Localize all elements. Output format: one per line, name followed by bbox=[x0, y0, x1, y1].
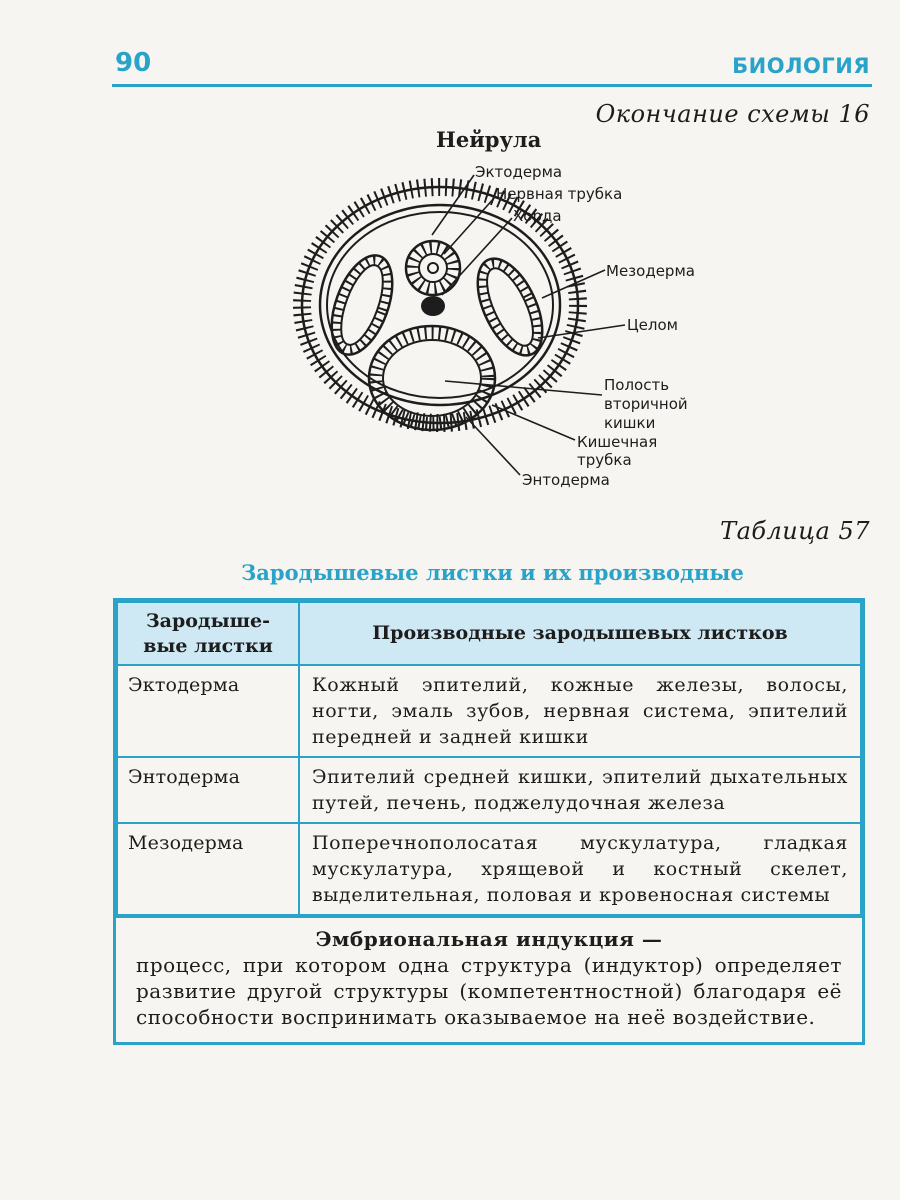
header-germ-layers-line1: Зародыше- bbox=[145, 610, 271, 632]
cell-derivatives: Кожный эпителий, кожные железы, волосы, ногти, эмаль зубов, нервная система, эпителий передней и задней кишки bbox=[299, 665, 861, 757]
label-gut-cavity-3: кишки bbox=[604, 414, 656, 432]
table-row bbox=[117, 757, 861, 823]
label-gut-tube-1: Кишечная bbox=[577, 433, 658, 451]
header-germ-layers-line2: вые листки bbox=[143, 634, 273, 657]
table-row bbox=[117, 823, 861, 915]
label-neural-tube: Нервная трубка bbox=[496, 185, 623, 203]
gut-tube bbox=[369, 326, 495, 430]
table-header-row bbox=[117, 602, 861, 665]
scheme-note: Окончание схемы 16 bbox=[595, 100, 870, 128]
cell-layer: Эктодерма bbox=[117, 665, 299, 757]
label-notochord: Хорда bbox=[513, 207, 562, 225]
germ-layers-table bbox=[113, 598, 865, 1045]
header-rule bbox=[112, 84, 872, 87]
neural-tube bbox=[406, 241, 460, 295]
table-number: Таблица 57 bbox=[720, 517, 870, 545]
label-gut-cavity-2: вторичной bbox=[604, 395, 688, 413]
table-row bbox=[117, 665, 861, 757]
label-gut-tube-2: трубка bbox=[577, 451, 632, 469]
cell-derivatives: Поперечнополосатая мускулатура, гладкая мускулатура, хрящевой и костный скелет, выделительная, половая и кровеносная системы bbox=[299, 823, 861, 915]
neurula-diagram bbox=[280, 155, 700, 495]
left-coelom bbox=[320, 247, 404, 363]
definition-box bbox=[116, 916, 862, 1042]
definition-term: Эмбриональная индукция — bbox=[315, 927, 663, 952]
diagram-title: Нейрула bbox=[436, 127, 542, 152]
header-germ-layers bbox=[117, 602, 299, 665]
page-number: 90 bbox=[115, 48, 152, 78]
label-coelom: Целом bbox=[627, 316, 678, 334]
cell-derivatives: Эпителий средней кишки, эпителий дыхательных путей, печень, поджелудочная железа bbox=[299, 757, 861, 823]
table-title: Зародышевые листки и их производные bbox=[241, 560, 744, 585]
cell-layer: Энтодерма bbox=[117, 757, 299, 823]
definition-text: процесс, при котором одна структура (индуктор) определяет развитие другой структуры (компетентностной) благодаря её способности воспринимать оказываемое на неё воздействие. bbox=[136, 953, 842, 1030]
label-endoderm: Энтодерма bbox=[522, 471, 610, 489]
cell-layer: Мезодерма bbox=[117, 823, 299, 915]
label-gut-cavity-1: Полость bbox=[604, 376, 670, 394]
label-mesoderm: Мезодерма bbox=[606, 262, 695, 280]
notochord bbox=[421, 296, 445, 316]
subject-title: БИОЛОГИЯ bbox=[732, 54, 870, 78]
label-ectoderm: Эктодерма bbox=[475, 163, 563, 181]
header-derivatives: Производные зародышевых листков bbox=[299, 602, 861, 665]
